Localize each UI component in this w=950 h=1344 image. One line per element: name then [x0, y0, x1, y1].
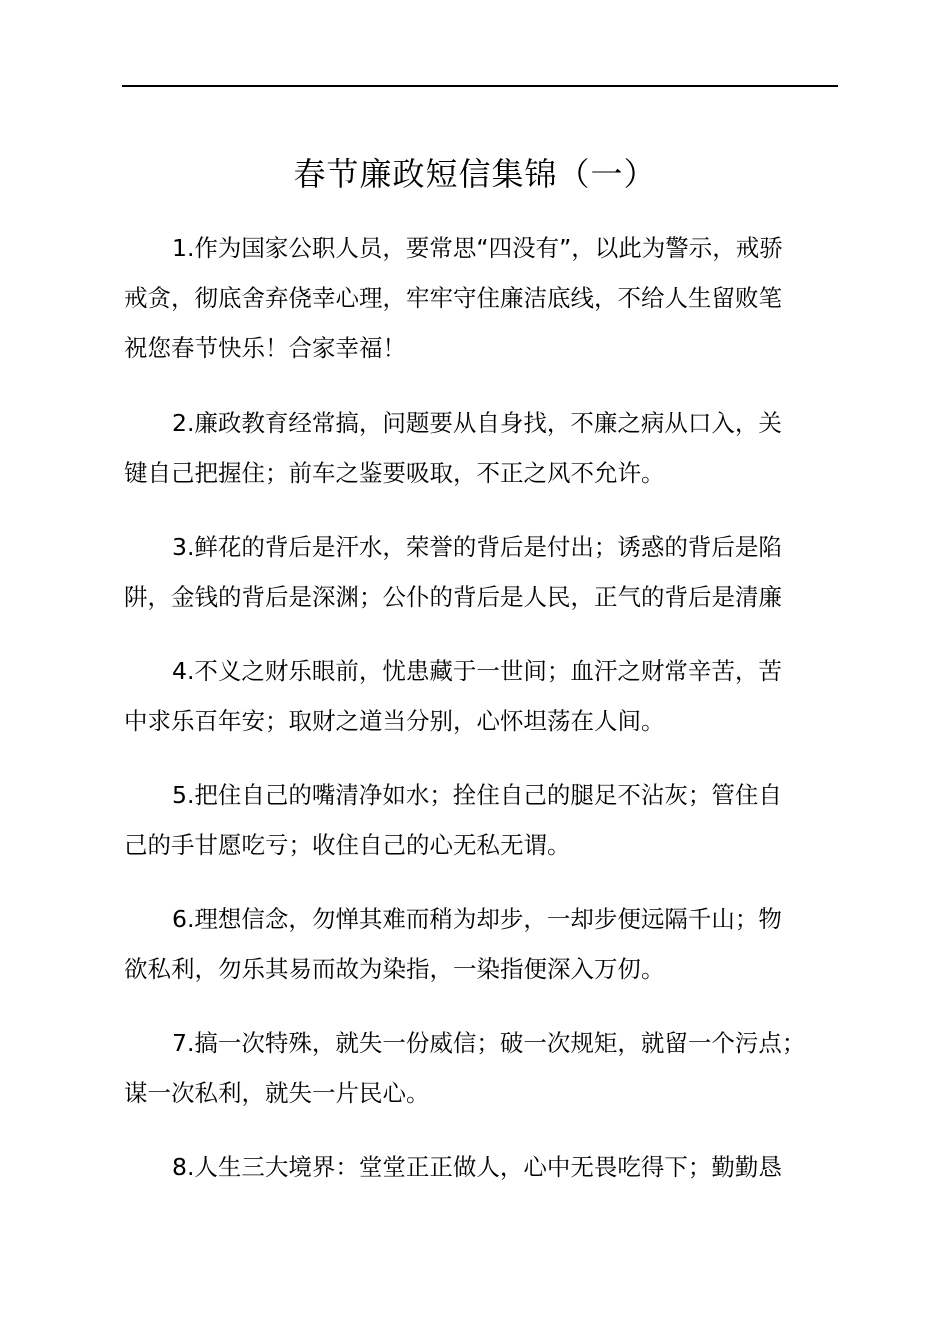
- paragraph-line: 键自己把握住；前车之鉴要吸取，不正之风不允许。: [124, 459, 665, 487]
- paragraph-1: [124, 223, 864, 373]
- paragraph-6: [124, 894, 864, 994]
- paragraph-line: 3.鲜花的背后是汗水，荣誉的背后是付出；诱惑的背后是陷: [172, 533, 782, 561]
- paragraph-line: 8.人生三大境界：堂堂正正做人，心中无畏吃得下；勤勤恳: [172, 1153, 782, 1181]
- paragraph-line: 6.理想信念，勿惮其难而稍为却步，一却步便远隔千山；物: [172, 905, 782, 933]
- document-title: 春节廉政短信集锦（一）: [293, 155, 657, 193]
- paragraph-line: 欲私利，勿乐其易而故为染指，一染指便深入万仞。: [124, 955, 665, 983]
- header-rule: [122, 85, 838, 87]
- paragraph-line: 2.廉政教育经常搞，问题要从自身找，不廉之病从口入，关: [172, 409, 782, 437]
- paragraph-line: 谋一次私利，就失一片民心。: [124, 1079, 430, 1107]
- paragraph-8: [124, 1142, 864, 1192]
- paragraph-7: [124, 1018, 864, 1118]
- paragraph-line: 阱，金钱的背后是深渊；公仆的背后是人民，正气的背后是清廉: [124, 583, 782, 611]
- paragraph-line: 1.作为国家公职人员，要常思“四没有”，以此为警示，戒骄: [172, 234, 783, 262]
- paragraph-2: [124, 398, 864, 498]
- paragraph-4: [124, 646, 864, 746]
- paragraph-line: 5.把住自己的嘴清净如水；拴住自己的腿足不沾灰；管住自: [172, 781, 782, 809]
- paragraph-5: [124, 770, 864, 870]
- paragraph-line: 4.不义之财乐眼前，忧患藏于一世间；血汗之财常辛苦，苦: [172, 657, 782, 685]
- paragraph-3: [124, 522, 864, 622]
- paragraph-line: 己的手甘愿吃亏；收住自己的心无私无谓。: [124, 831, 571, 859]
- paragraph-line: 7.搞一次特殊，就失一份威信；破一次规矩，就留一个污点；: [172, 1029, 806, 1057]
- paragraph-line: 戒贪，彻底舍弃侥幸心理，牢牢守住廉洁底线，不给人生留败笔: [124, 284, 782, 312]
- paragraph-line: 中求乐百年安；取财之道当分别，心怀坦荡在人间。: [124, 707, 665, 735]
- paragraph-line: 祝您春节快乐！合家幸福！: [124, 334, 406, 362]
